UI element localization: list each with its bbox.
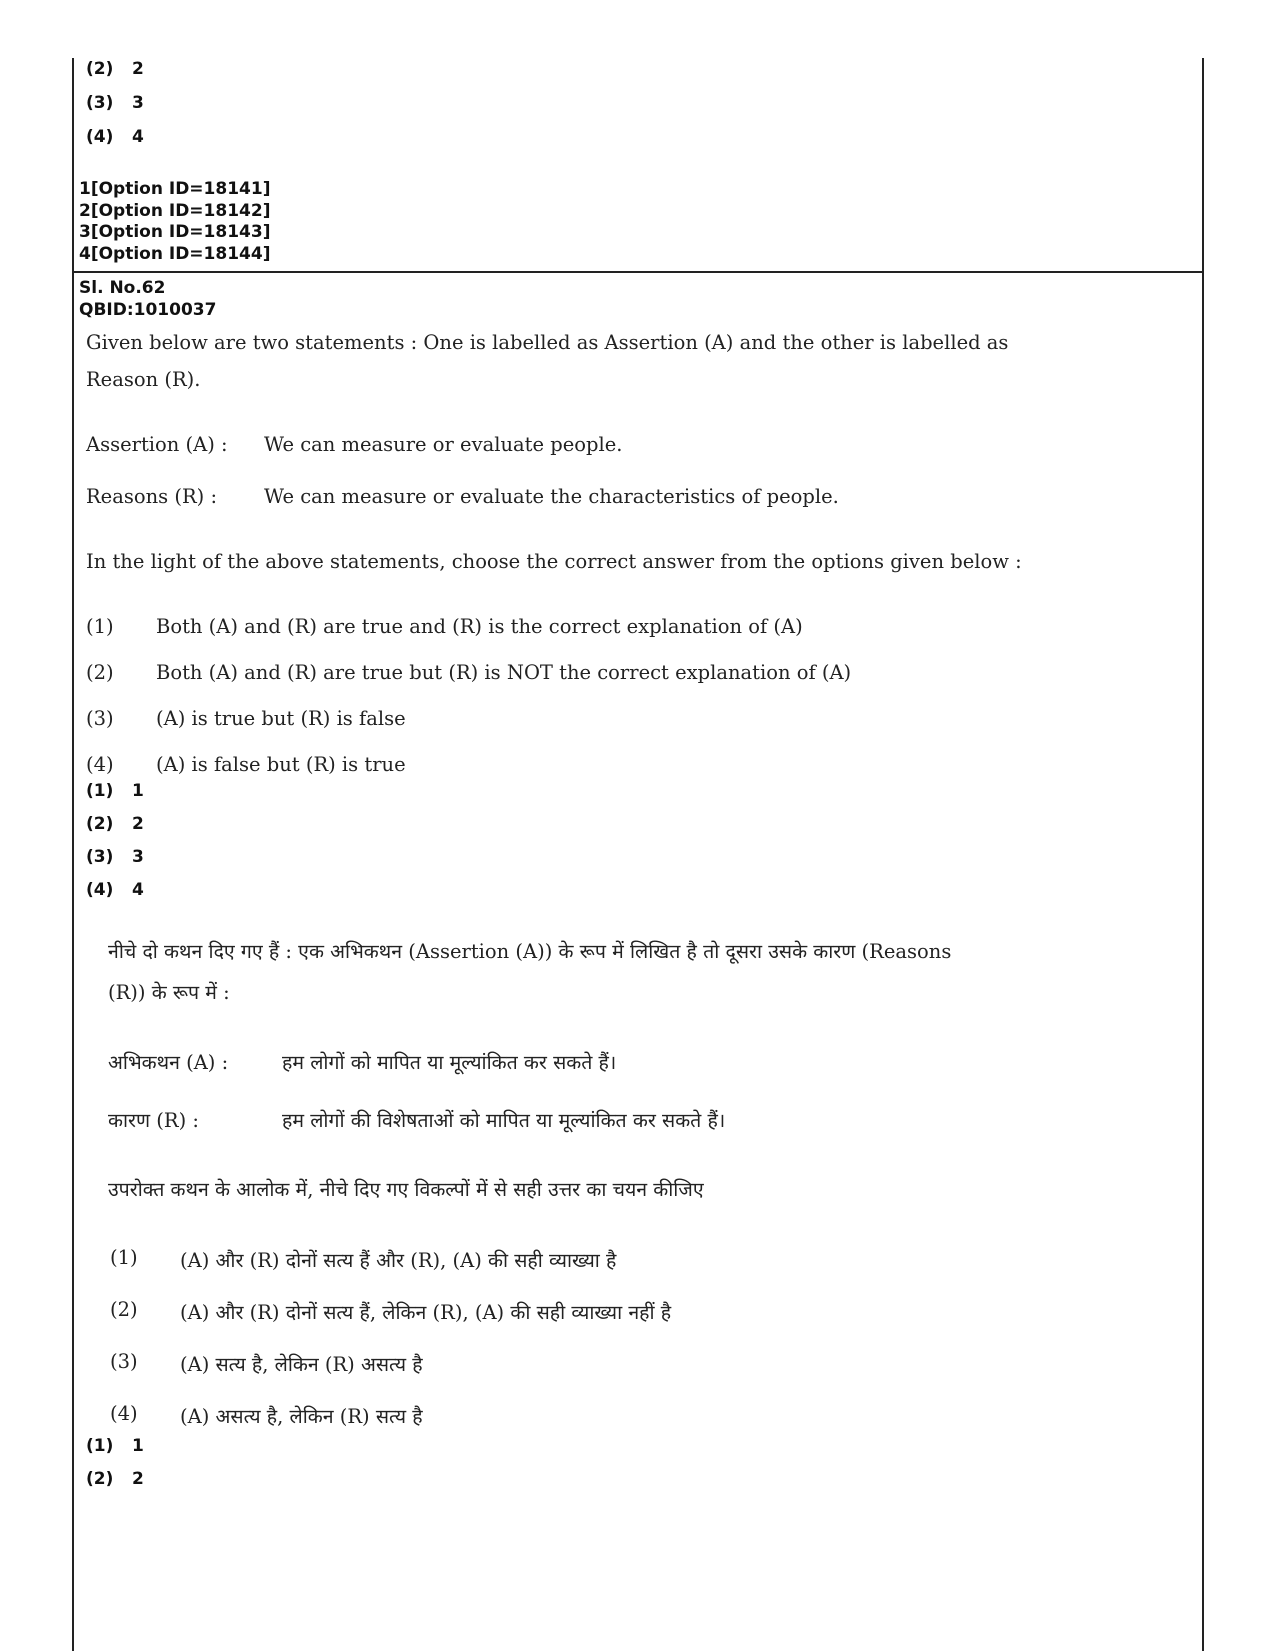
serial-number: Sl. No.62 (79, 278, 166, 298)
answer-option: (3) 3 (86, 847, 144, 867)
assertion-hi: अभिकथन (A) : हम लोगों को मापित या मूल्यांकित कर सकते हैं। (108, 1051, 617, 1074)
choice-en: (1) Both (A) and (R) are true and (R) is the correct explanation of (A) (86, 615, 803, 638)
choice-hi: (2) (A) और (R) दोनों सत्य हैं, लेकिन (R), (A) की सही व्याख्या नहीं है (110, 1298, 672, 1324)
option-id-line: 3[Option ID=18143] (79, 222, 271, 242)
right-border (1202, 58, 1204, 1651)
choice-hi: (3) (A) सत्य है, लेकिन (R) असत्य है (110, 1350, 423, 1376)
question-intro-en-cont: Reason (R). (86, 368, 201, 391)
instruction-en: In the light of the above statements, choose the correct answer from the options given below : (86, 550, 1022, 573)
choice-en: (3) (A) is true but (R) is false (86, 707, 406, 730)
left-border (72, 58, 74, 1651)
question-intro-hi: नीचे दो कथन दिए गए हैं : एक अभिकथन (Assertion (A)) के रूप में लिखित है तो दूसरा उसके कारण (Reasons (108, 940, 952, 963)
reason-hi: कारण (R) : हम लोगों की विशेषताओं को मापित या मूल्यांकित कर सकते हैं। (108, 1109, 726, 1132)
reason-en: Reasons (R) : We can measure or evaluate the characteristics of people. (86, 485, 839, 508)
choice-en: (2) Both (A) and (R) are true but (R) is NOT the correct explanation of (A) (86, 661, 852, 684)
answer-option-hi: (1) 1 (86, 1436, 144, 1456)
question-divider (72, 271, 1204, 273)
question-intro-hi-cont: (R)) के रूप में : (108, 981, 230, 1004)
choice-hi: (4) (A) असत्य है, लेकिन (R) सत्य है (110, 1402, 423, 1428)
answer-option: (2) 2 (86, 814, 144, 834)
qbid: QBID:1010037 (79, 300, 217, 320)
prev-answer-option: (4) 4 (86, 127, 144, 147)
option-id-line: 4[Option ID=18144] (79, 244, 271, 264)
answer-option: (1) 1 (86, 781, 144, 801)
choice-hi: (1) (A) और (R) दोनों सत्य हैं और (R), (A) की सही व्याख्या है (110, 1246, 617, 1272)
question-intro-en: Given below are two statements : One is labelled as Assertion (A) and the other is labelled as (86, 331, 1009, 354)
option-id-line: 1[Option ID=18141] (79, 179, 271, 199)
prev-answer-option: (3) 3 (86, 93, 144, 113)
answer-option: (4) 4 (86, 880, 144, 900)
answer-option-hi: (2) 2 (86, 1469, 144, 1489)
instruction-hi: उपरोक्त कथन के आलोक में, नीचे दिए गए विकल्पों में से सही उत्तर का चयन कीजिए (108, 1178, 704, 1201)
option-id-line: 2[Option ID=18142] (79, 201, 271, 221)
prev-answer-option: (2) 2 (86, 59, 144, 79)
choice-en: (4) (A) is false but (R) is true (86, 753, 406, 776)
assertion-en: Assertion (A) : We can measure or evaluate people. (86, 433, 623, 456)
